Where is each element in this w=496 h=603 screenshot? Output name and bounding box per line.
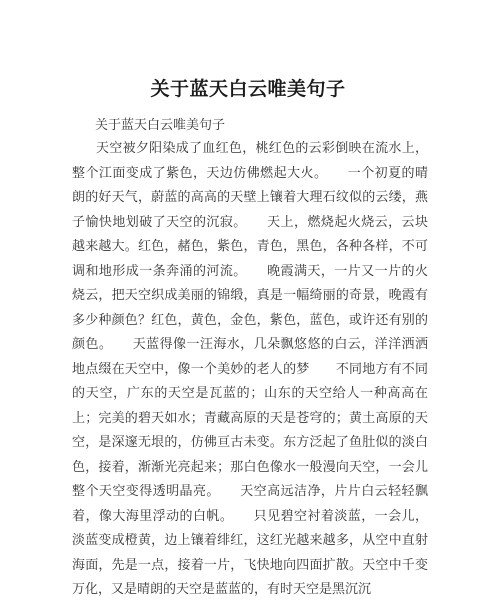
article-body: 天空被夕阳染成了血红色，桃红色的云彩倒映在流水上，整个江面变成了紫色，天边仿佛燃起大火。 一个初夏的晴朗的好天气，蔚蓝的高高的天壁上镶着大理石纹似的云缕，燕子愉快地划破了天空的沉寂。 天上，燃烧起火烧云，云块越来越大。红色，赭色，紫色，青色，黑色，各种各样，不可调和地形成一条奔涌的河流。 晚霞满天，一片又一片的火烧云，把天空织成美丽的锦缎，真是一幅绮丽的奇景，晚霞有多少种颜色？红色，黄色，金色，紫色，蓝色，或许还有别的颜色。 天蓝得像一汪海水，几朵飘悠悠的白云，洋洋洒洒地点缀在天空中，像一个美妙的老人的梦 不同地方有不同的天空，广东的天空是瓦蓝的；山东的天空给人一种高高在上；完美的碧天如水；青藏高原的天是苍穹的；黄土高原的天空，是深邃无垠的，仿佛亘古未变。东方泛起了鱼肚似的淡白色，接着，渐渐光亮起来；那白色像水一般漫向天空，一会儿整个天空变得透明晶亮。 天空高远洁净，片片白云轻轻飘着，像大海里浮动的白帆。 只见碧空衬着淡蓝，一会儿，淡蓝变成橙黄，边上镶着绯红，这红光越来越多，从空中直射海面，先是一点，接着一片，飞快地向四面扩散。天空中千变万化，又是晴朗的天空是蓝蓝的，有时天空是黑沉沉: [72, 141, 428, 597]
article-subtitle: 关于蓝天白云唯美句子: [95, 118, 226, 133]
page-title: 关于蓝天白云唯美句子: [150, 78, 346, 100]
